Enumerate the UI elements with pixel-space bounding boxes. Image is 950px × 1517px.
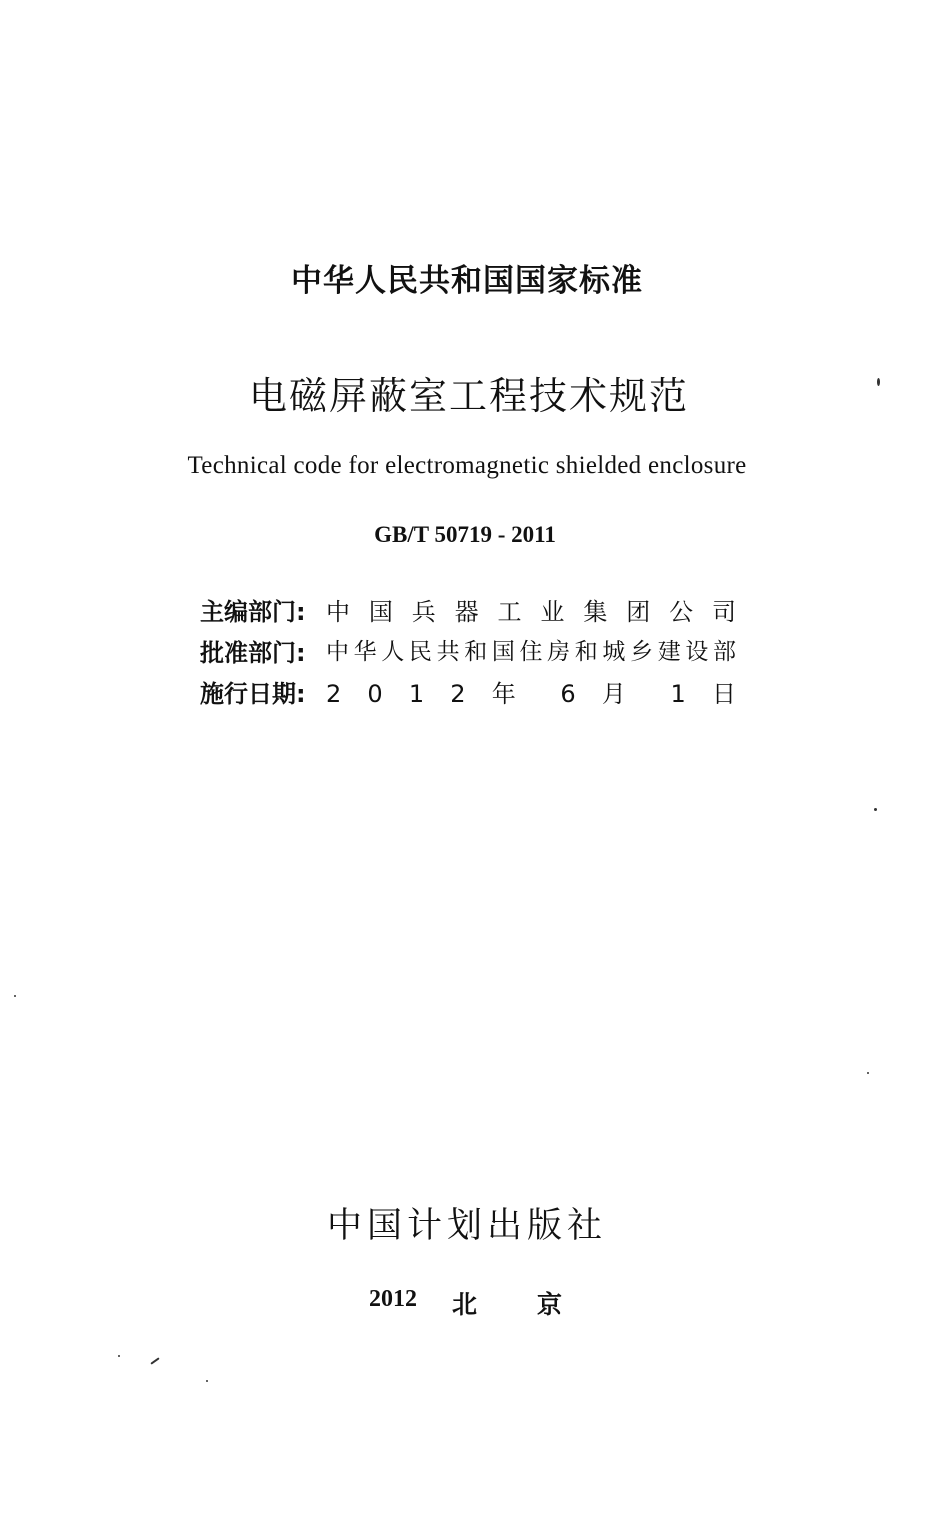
scan-speck [150,1357,159,1364]
chief-editor-value: 中 国 兵 器 工 业 集 团 公 司 [326,598,736,626]
approval-row [200,633,740,669]
approval-label: 批准部门: [200,639,306,667]
scan-speck [118,1355,120,1357]
scan-speck [867,1072,869,1074]
publisher-name: 中国计划出版社 [326,1206,607,1246]
scan-speck [206,1380,208,1382]
standard-series: 中华人民共和国国家标准 [291,263,643,299]
chief-editor-row [200,592,740,628]
chinese-title: 电磁屏蔽室工程技术规范 [248,374,689,418]
standard-code: GB/T 50719 - 2011 [374,522,556,547]
scan-speck [874,808,877,811]
effective-date-value: 2 0 1 2 年 6 月 1 日 [326,680,736,708]
scan-speck [14,995,16,997]
publication-city: 北 京 [452,1290,562,1319]
effective-date-label: 施行日期: [200,680,306,708]
english-title: Technical code for electromagnetic shielded enclosure [187,452,747,479]
approval-value: 中华人民共和国住房和城乡建设部 [326,639,736,665]
scan-speck [877,378,880,386]
effective-date-row [200,674,740,710]
chief-editor-label: 主编部门: [200,598,306,626]
publication-year: 2012 [369,1286,417,1312]
